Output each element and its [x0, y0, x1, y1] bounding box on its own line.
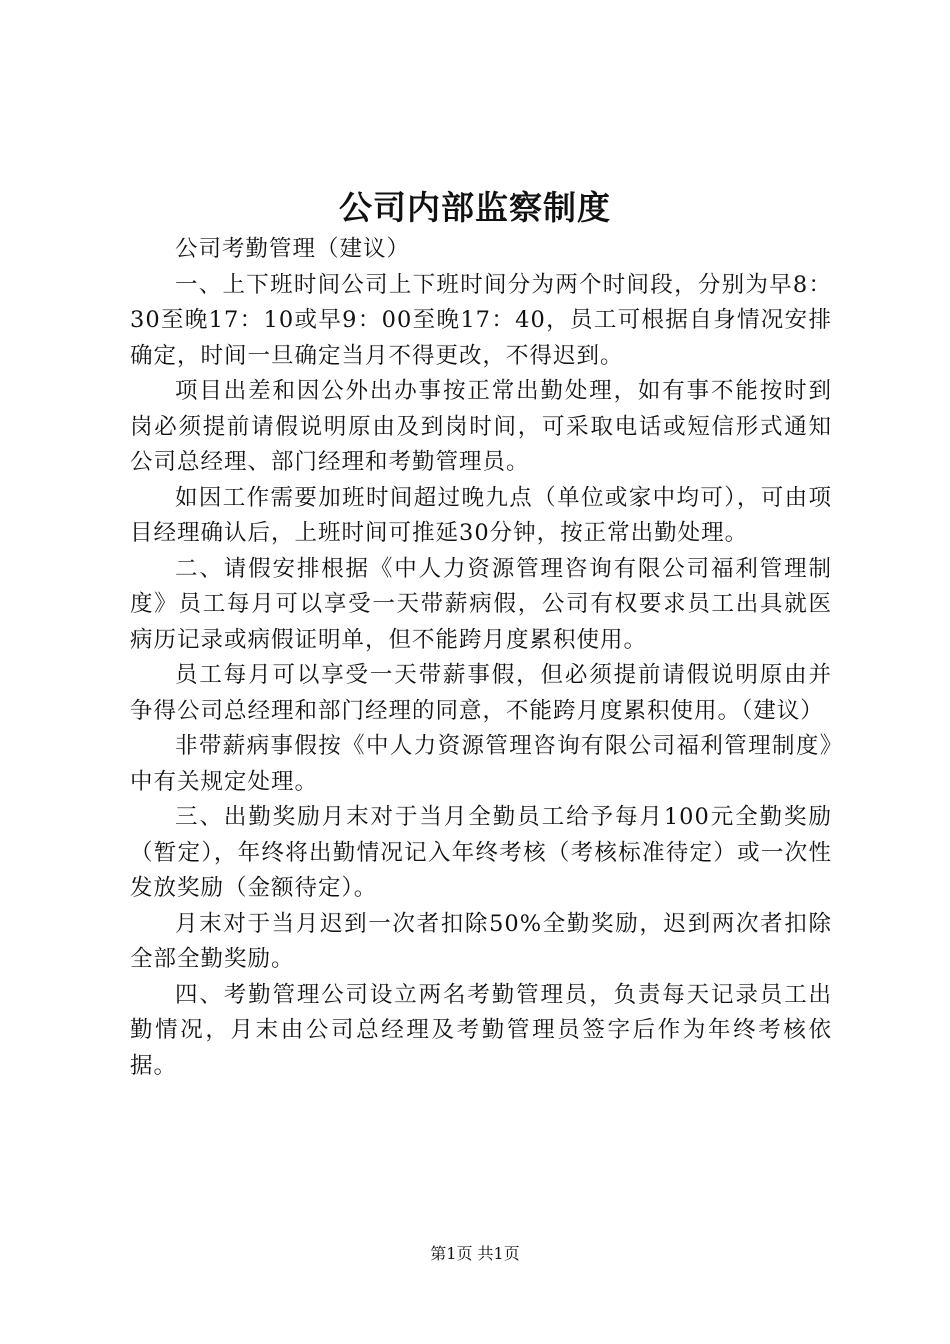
document-title: 公司内部监察制度	[339, 188, 611, 227]
paragraph-overtime: 如因工作需要加班时间超过晚九点（单位或家中均可），可由项目经理确认后，上班时间可推延30分钟，按正常出勤处理。	[130, 484, 832, 546]
paragraph-business-trip: 项目出差和因公外出办事按正常出勤处理，如有事不能按时到岗必须提前请假说明原由及到岗时间，可采取电话或短信形式通知公司总经理、部门经理和考勤管理员。	[130, 378, 832, 475]
paragraph-attendance-management: 四、考勤管理公司设立两名考勤管理员，负责每天记录员工出勤情况，月末由公司总经理及考勤管理员签字后作为年终考核依据。	[130, 981, 832, 1079]
paragraph-unpaid-leave: 非带薪病事假按《中人力资源管理咨询有限公司福利管理制度》中有关规定处理。	[130, 733, 832, 795]
paragraph-late-deduction: 月末对于当月迟到一次者扣除50%全勤奖励，迟到两次者扣除全部全勤奖励。	[130, 910, 832, 972]
paragraph-heading: 公司考勤管理（建议）	[175, 236, 411, 262]
paragraph-sick-leave: 二、请假安排根据《中人力资源管理咨询有限公司福利管理制度》员工每月可以享受一天带薪病假，公司有权要求员工出具就医病历记录或病假证明单，但不能跨月度累积使用。	[130, 555, 832, 653]
paragraph-work-hours: 一、上下班时间公司上下班时间分为两个时间段，分别为早8：30至晚17：10或早9：00至晚17：40，员工可根据自身情况安排确定，时间一旦确定当月不得更改，不得迟到。	[130, 271, 832, 369]
page-footer: 第1页 共1页	[430, 1244, 520, 1263]
document-body	[130, 232, 832, 1084]
paragraph-attendance-reward: 三、出勤奖励月末对于当月全勤员工给予每月100元全勤奖励（暂定），年终将出勤情况记入年终考核（考核标准待定）或一次性发放奖励（金额待定）。	[130, 804, 832, 901]
paragraph-personal-leave: 员工每月可以享受一天带薪事假，但必须提前请假说明原由并争得公司总经理和部门经理的同意，不能跨月度累积使用。（建议）	[130, 662, 832, 724]
